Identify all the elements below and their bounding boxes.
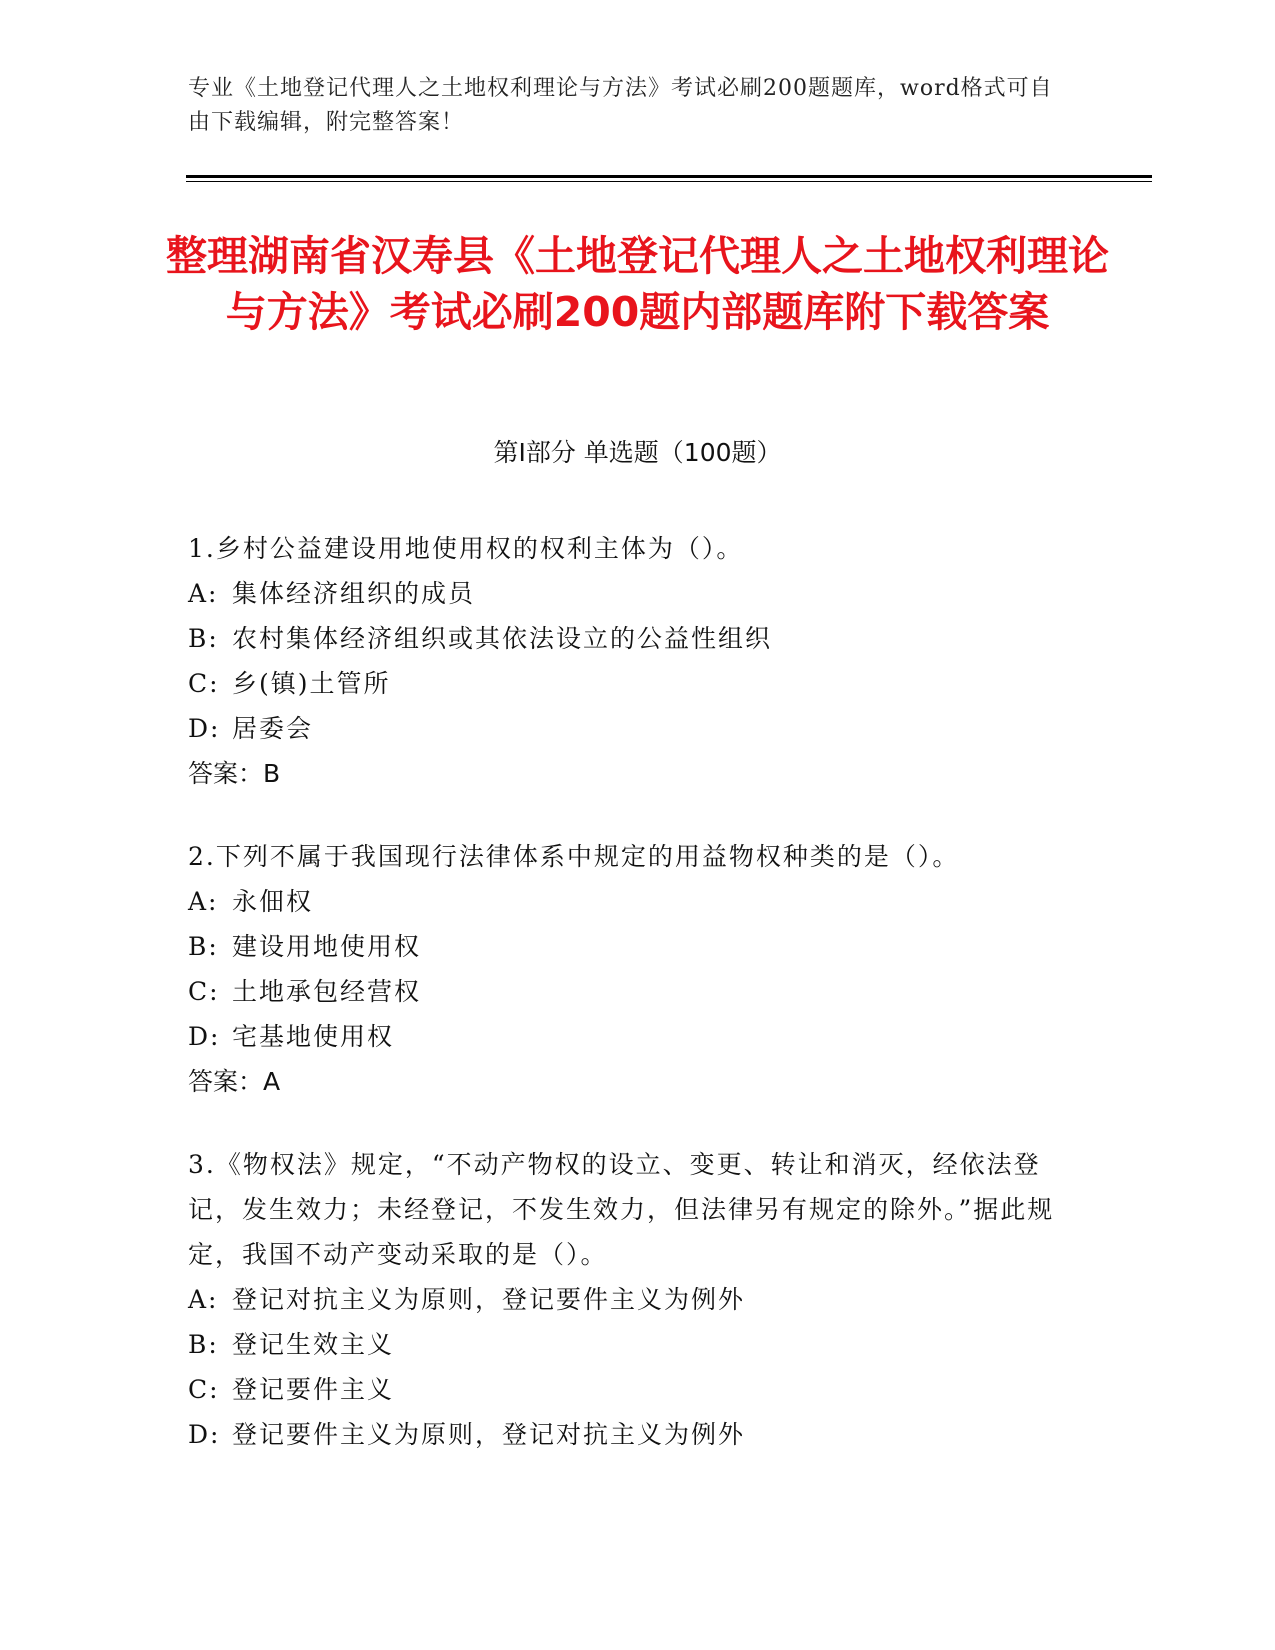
option-a	[188, 879, 1068, 924]
option-letter: C:	[188, 977, 220, 1006]
document-title: 整理湖南省汉寿县《土地登记代理人之土地权利理论与方法》考试必刷200题内部题库附下载答案	[166, 232, 1109, 336]
answer-line: 答案：B	[188, 759, 281, 788]
option-letter: D:	[188, 1420, 221, 1449]
option-text: 宅基地使用权	[232, 1022, 395, 1051]
option-c	[188, 1367, 1068, 1412]
option-text: 集体经济组织的成员	[232, 579, 476, 608]
answer-line: 答案：A	[188, 1067, 281, 1096]
option-letter: A:	[188, 579, 219, 608]
option-letter: A:	[188, 887, 219, 916]
question-list	[188, 526, 1068, 1495]
header-note: 专业《土地登记代理人之土地权利理论与方法》考试必刷200题题库，word格式可自由下载编辑，附完整答案！	[188, 76, 1053, 135]
option-d	[188, 706, 1068, 751]
option-text: 登记对抗主义为原则，登记要件主义为例外	[232, 1285, 746, 1314]
option-d	[188, 1014, 1068, 1059]
option-letter: B:	[188, 624, 219, 653]
option-text: 登记要件主义为原则，登记对抗主义为例外	[232, 1420, 746, 1449]
header-rule-thin	[186, 181, 1152, 182]
question-stem: 3.《物权法》规定，“不动产物权的设立、变更、转让和消灭，经依法登记，发生效力；未经登记，不发生效力，但法律另有规定的除外。”据此规定，我国不动产变动采取的是（）。	[188, 1150, 1055, 1269]
option-c	[188, 661, 1068, 706]
option-letter: D:	[188, 714, 221, 743]
option-letter: B:	[188, 932, 219, 961]
option-b	[188, 1322, 1068, 1367]
option-text: 永佃权	[232, 887, 314, 916]
option-a	[188, 1277, 1068, 1322]
option-letter: A:	[188, 1285, 219, 1314]
option-text: 土地承包经营权	[232, 977, 422, 1006]
option-text: 农村集体经济组织或其依法设立的公益性组织	[232, 624, 773, 653]
option-b	[188, 924, 1068, 969]
option-c	[188, 969, 1068, 1014]
option-text: 登记生效主义	[232, 1330, 395, 1359]
question-3	[188, 1142, 1068, 1457]
option-letter: C:	[188, 669, 220, 698]
question-stem: 2.下列不属于我国现行法律体系中规定的用益物权种类的是（）。	[188, 842, 960, 871]
option-text: 居委会	[232, 714, 314, 743]
option-a	[188, 571, 1068, 616]
question-stem: 1.乡村公益建设用地使用权的权利主体为（）。	[188, 534, 744, 563]
option-text: 乡(镇)土管所	[232, 669, 391, 698]
option-letter: C:	[188, 1375, 220, 1404]
option-letter: B:	[188, 1330, 219, 1359]
option-b	[188, 616, 1068, 661]
option-letter: D:	[188, 1022, 221, 1051]
option-text: 建设用地使用权	[232, 932, 422, 961]
question-1	[188, 526, 1068, 796]
option-text: 登记要件主义	[232, 1375, 395, 1404]
section-title: 第Ⅰ部分 单选题（100题）	[493, 438, 782, 467]
question-2	[188, 834, 1068, 1104]
option-d	[188, 1412, 1068, 1457]
header-rule-thick	[186, 175, 1152, 178]
